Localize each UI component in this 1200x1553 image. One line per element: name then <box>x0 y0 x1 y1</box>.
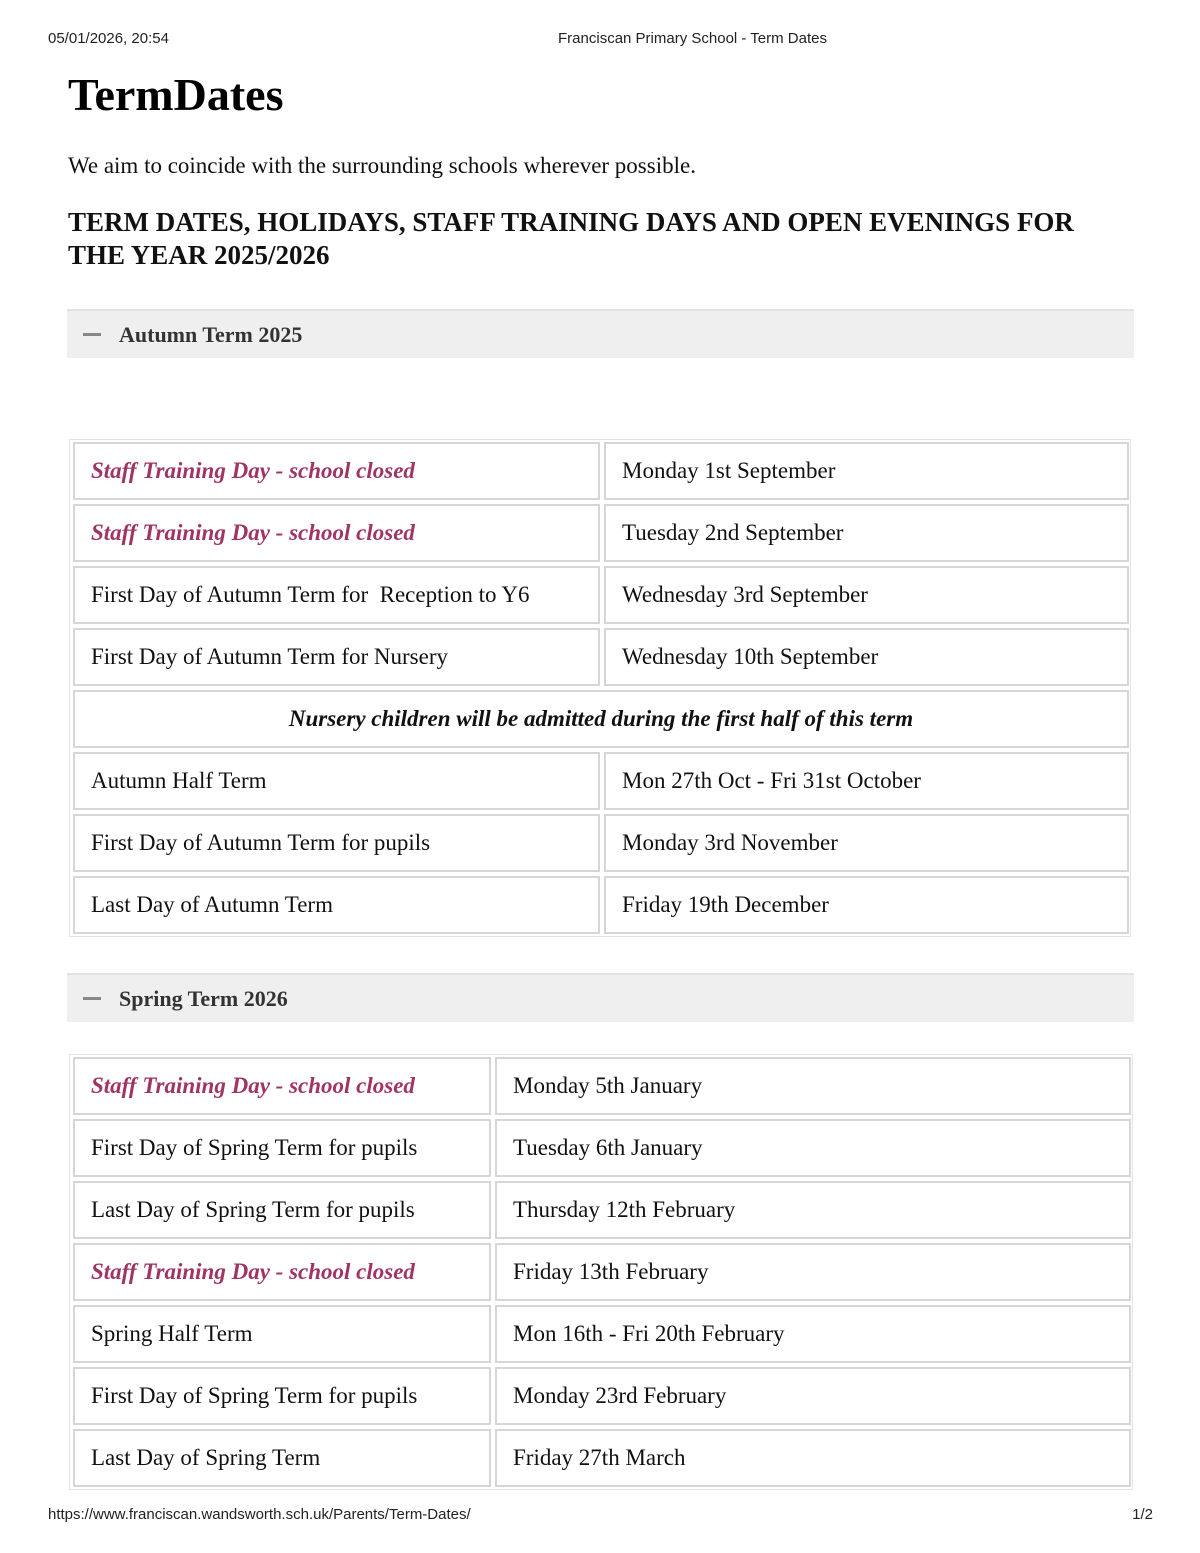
date-cell: Mon 16th - Fri 20th February <box>495 1305 1131 1363</box>
date-cell: Friday 13th February <box>495 1243 1131 1301</box>
table-row <box>73 752 1127 810</box>
table-row <box>73 566 1127 624</box>
table-row <box>73 1429 1129 1487</box>
date-cell: Tuesday 6th January <box>495 1119 1131 1177</box>
minus-icon <box>83 333 101 336</box>
accordion-spring-term[interactable] <box>67 973 1134 1022</box>
table-row <box>73 1243 1129 1301</box>
table-row <box>73 814 1127 872</box>
table-row <box>73 628 1127 686</box>
accordion-label-spring: Spring Term 2026 <box>119 986 288 1011</box>
date-cell: Thursday 12th February <box>495 1181 1131 1239</box>
event-cell: First Day of Autumn Term for Reception to Y6 <box>73 566 600 624</box>
table-row <box>73 1057 1129 1115</box>
date-cell: Monday 1st September <box>604 442 1129 500</box>
table-row <box>73 1119 1129 1177</box>
print-url: https://www.franciscan.wandsworth.sch.uk/Parents/Term-Dates/ <box>48 1506 471 1523</box>
accordion-label-autumn: Autumn Term 2025 <box>119 322 303 347</box>
table-row <box>73 442 1127 500</box>
term-dates-heading: TERM DATES, HOLIDAYS, STAFF TRAINING DAYS AND OPEN EVENINGS FOR THE YEAR 2025/2026 <box>68 207 1074 270</box>
event-cell: First Day of Spring Term for pupils <box>73 1367 491 1425</box>
page-title: TermDates <box>68 69 284 120</box>
print-page-title: Franciscan Primary School - Term Dates <box>558 30 827 47</box>
table-row <box>73 876 1127 934</box>
table-row <box>73 690 1127 748</box>
date-cell: Wednesday 3rd September <box>604 566 1129 624</box>
event-cell: Spring Half Term <box>73 1305 491 1363</box>
date-cell: Wednesday 10th September <box>604 628 1129 686</box>
date-cell: Friday 19th December <box>604 876 1129 934</box>
date-cell: Monday 23rd February <box>495 1367 1131 1425</box>
event-cell: Staff Training Day - school closed <box>73 1057 491 1115</box>
table-row <box>73 1305 1129 1363</box>
event-cell: Last Day of Spring Term for pupils <box>73 1181 491 1239</box>
spring-term-table <box>69 1054 1133 1490</box>
print-footer <box>0 1506 1200 1526</box>
table-row <box>73 1181 1129 1239</box>
event-cell: Staff Training Day - school closed <box>73 504 600 562</box>
print-timestamp: 05/01/2026, 20:54 <box>48 30 169 47</box>
autumn-term-table <box>69 439 1131 937</box>
table-row <box>73 1367 1129 1425</box>
event-cell: First Day of Spring Term for pupils <box>73 1119 491 1177</box>
date-cell: Tuesday 2nd September <box>604 504 1129 562</box>
event-cell: Staff Training Day - school closed <box>73 1243 491 1301</box>
table-row <box>73 504 1127 562</box>
date-cell: Friday 27th March <box>495 1429 1131 1487</box>
date-cell: Monday 5th January <box>495 1057 1131 1115</box>
event-cell: First Day of Autumn Term for pupils <box>73 814 600 872</box>
event-cell: First Day of Autumn Term for Nursery <box>73 628 600 686</box>
print-header <box>0 30 1200 50</box>
event-cell: Last Day of Autumn Term <box>73 876 600 934</box>
event-cell: Autumn Half Term <box>73 752 600 810</box>
page-number: 1/2 <box>1132 1506 1153 1523</box>
date-cell: Mon 27th Oct - Fri 31st October <box>604 752 1129 810</box>
accordion-autumn-term[interactable] <box>67 309 1134 358</box>
nursery-note-cell: Nursery children will be admitted during the first half of this term <box>73 690 1129 748</box>
event-cell: Staff Training Day - school closed <box>73 442 600 500</box>
event-cell: Last Day of Spring Term <box>73 1429 491 1487</box>
intro-text: We aim to coincide with the surrounding schools wherever possible. <box>68 153 696 178</box>
minus-icon <box>83 997 101 1000</box>
date-cell: Monday 3rd November <box>604 814 1129 872</box>
